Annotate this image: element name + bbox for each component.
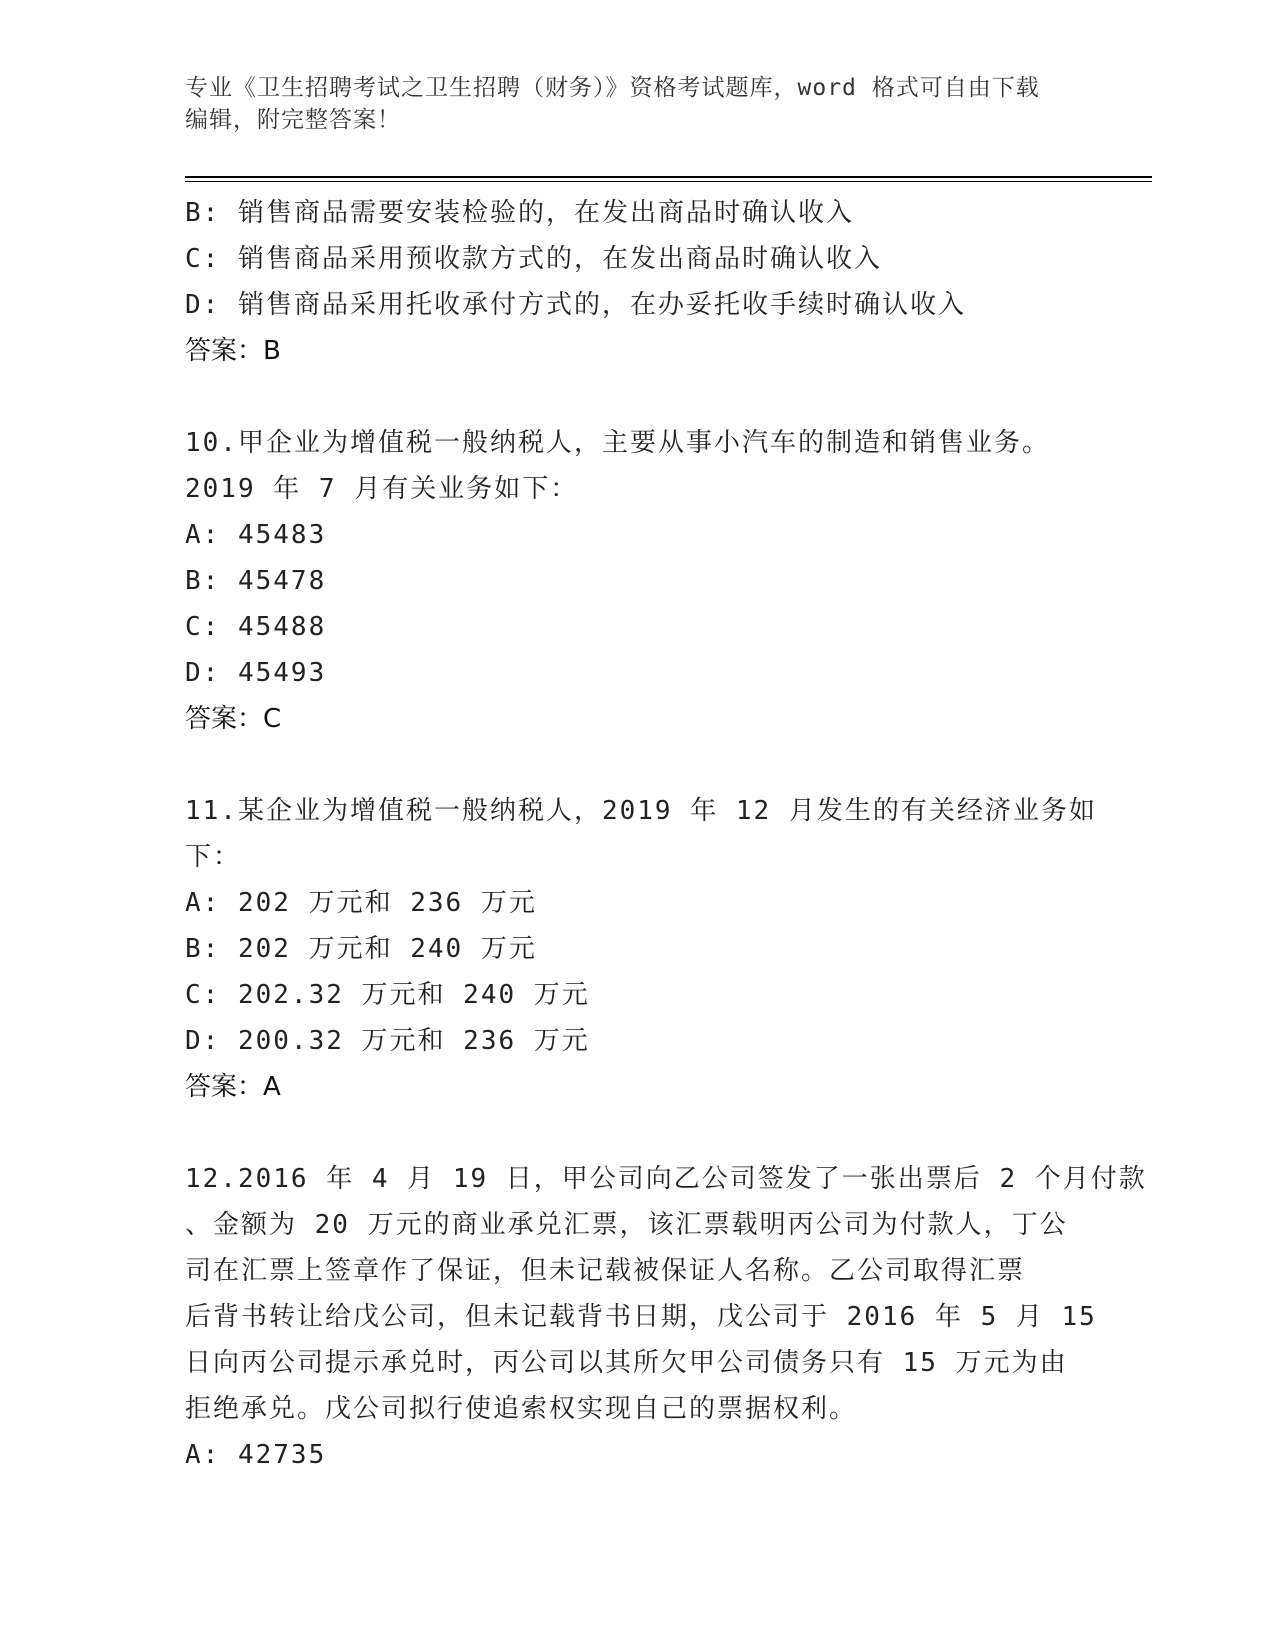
answer: 答案：C (185, 704, 282, 734)
option-a: A: 202 万元和 236 万元 (185, 888, 537, 918)
answer: 答案：B (185, 336, 281, 366)
option-d: D: 45493 (185, 658, 327, 688)
option-b: B: 45478 (185, 566, 327, 596)
answer: 答案：A (185, 1072, 281, 1102)
question-stem: 后背书转让给戊公司，但未记载背书日期，戊公司于 2016 年 5 月 15 (185, 1302, 1097, 1332)
question-stem: 10.甲企业为增值税一般纳税人，主要从事小汽车的制造和销售业务。 (185, 428, 1050, 458)
question-stem: 下： (185, 842, 242, 872)
question-12 (185, 1156, 1147, 1478)
spacer (185, 374, 1085, 420)
option-d: D: 200.32 万元和 236 万元 (185, 1026, 590, 1056)
question-stem: 日向丙公司提示承兑时，丙公司以其所欠甲公司债务只有 15 万元为由 (185, 1348, 1068, 1378)
document-header (185, 72, 1085, 136)
question-stem: 、金额为 20 万元的商业承兑汇票，该汇票载明丙公司为付款人，丁公 (185, 1210, 1068, 1240)
question-11 (185, 788, 1097, 1110)
header-divider-thin (185, 181, 1152, 182)
question-10 (185, 420, 1085, 742)
option-c: C: 销售商品采用预收款方式的，在发出商品时确认收入 (185, 244, 882, 274)
header-line-2: 编辑，附完整答案！ (185, 107, 401, 133)
header-line-1: 专业《卫生招聘考试之卫生招聘（财务）》资格考试题库，word 格式可自由下载 (185, 75, 1040, 101)
option-a: A: 45483 (185, 520, 327, 550)
option-d: D: 销售商品采用托收承付方式的，在办妥托收手续时确认收入 (185, 290, 966, 320)
option-b: B: 销售商品需要安装检验的，在发出商品时确认收入 (185, 198, 854, 228)
option-a: A: 42735 (185, 1440, 327, 1470)
question-stem: 司在汇票上签章作了保证，但未记载被保证人名称。乙公司取得汇票 (185, 1256, 1026, 1286)
header-divider-thick (185, 176, 1152, 178)
question-stem: 12.2016 年 4 月 19 日，甲公司向乙公司签发了一张出票后 2 个月付款 (185, 1164, 1147, 1194)
question-9 (185, 190, 1085, 374)
option-c: C: 45488 (185, 612, 327, 642)
option-c: C: 202.32 万元和 240 万元 (185, 980, 590, 1010)
spacer (185, 1110, 1085, 1156)
spacer (185, 742, 1085, 788)
question-content (185, 190, 1147, 1478)
option-b: B: 202 万元和 240 万元 (185, 934, 537, 964)
question-stem: 11.某企业为增值税一般纳税人，2019 年 12 月发生的有关经济业务如 (185, 796, 1097, 826)
question-stem: 拒绝承兑。戊公司拟行使追索权实现自己的票据权利。 (185, 1394, 858, 1424)
question-stem: 2019 年 7 月有关业务如下： (185, 474, 579, 504)
